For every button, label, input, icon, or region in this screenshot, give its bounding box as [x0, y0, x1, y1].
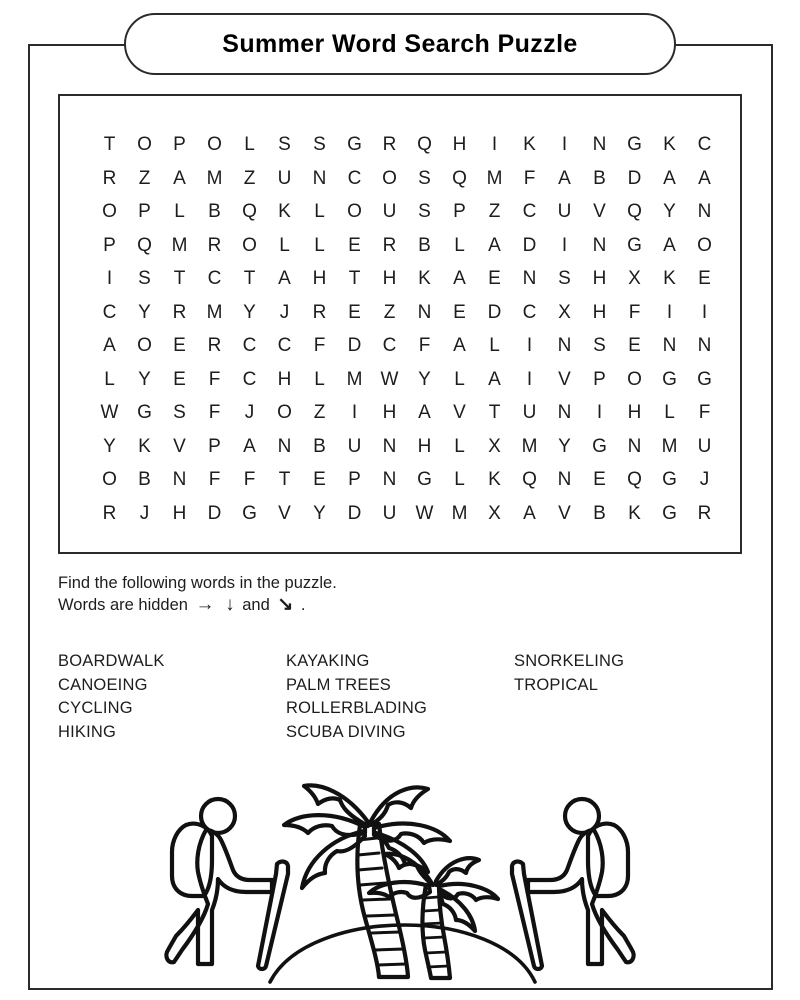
puzzle-letter-cell[interactable]: I	[526, 368, 533, 390]
puzzle-letter-cell[interactable]: K	[138, 435, 151, 457]
puzzle-letter-cell[interactable]: U	[522, 402, 537, 423]
puzzle-letter-cell[interactable]: Q	[627, 469, 642, 490]
puzzle-grid-row	[92, 363, 722, 397]
puzzle-letter-cell[interactable]: R	[172, 301, 187, 323]
puzzle-letter-cell[interactable]: O	[277, 402, 292, 423]
puzzle-letter-cell[interactable]: F	[628, 301, 641, 323]
puzzle-letter-cell[interactable]: K	[278, 201, 291, 222]
title-banner	[124, 13, 676, 75]
illustration-summer-scene	[160, 778, 640, 984]
puzzle-letter-cell[interactable]: S	[313, 134, 326, 155]
page-border-left	[28, 44, 30, 990]
puzzle-grid-row	[92, 329, 722, 363]
puzzle-letter-cell[interactable]: S	[418, 167, 431, 189]
puzzle-letter-cell[interactable]: A	[698, 167, 711, 189]
puzzle-letter-cell[interactable]: O	[102, 201, 117, 222]
puzzle-letter-cell[interactable]: D	[347, 502, 362, 524]
puzzle-letter-cell[interactable]: F	[208, 368, 221, 390]
puzzle-letter-cell[interactable]: H	[417, 435, 432, 457]
puzzle-letter-cell[interactable]: N	[557, 402, 572, 423]
puzzle-letter-cell[interactable]: G	[592, 435, 607, 457]
puzzle-letter-cell[interactable]: H	[627, 402, 642, 423]
puzzle-letter-cell[interactable]: L	[104, 368, 115, 390]
puzzle-grid-row	[92, 162, 722, 196]
puzzle-letter-cell[interactable]: N	[592, 234, 607, 256]
puzzle-letter-cell[interactable]: D	[487, 301, 502, 323]
puzzle-letter-cell[interactable]: Z	[243, 167, 256, 189]
puzzle-letter-cell[interactable]: Q	[452, 167, 467, 189]
word-list-item[interactable]: BOARDWALK	[58, 652, 165, 670]
illustration-svg	[160, 778, 640, 984]
puzzle-letter-cell[interactable]: U	[557, 201, 572, 222]
puzzle-letter-cell[interactable]: Z	[138, 167, 151, 189]
puzzle-letter-cell[interactable]: S	[593, 335, 606, 356]
puzzle-letter-cell[interactable]: X	[628, 268, 641, 289]
puzzle-letter-cell[interactable]: O	[207, 134, 222, 155]
puzzle-letter-cell[interactable]: G	[242, 502, 257, 524]
puzzle-letter-cell[interactable]: D	[207, 502, 222, 524]
puzzle-letter-cell[interactable]: E	[628, 335, 641, 356]
page-title: Summer Word Search Puzzle	[222, 29, 578, 58]
puzzle-letter-cell[interactable]: K	[663, 134, 676, 155]
puzzle-letter-cell[interactable]: B	[418, 234, 431, 256]
puzzle-letter-cell[interactable]: L	[454, 469, 465, 490]
puzzle-letter-cell[interactable]: T	[243, 268, 256, 289]
puzzle-letter-cell[interactable]: W	[415, 502, 434, 524]
puzzle-letter-cell[interactable]: S	[558, 268, 571, 289]
puzzle-letter-cell[interactable]: Z	[313, 402, 326, 423]
puzzle-letter-cell[interactable]: C	[697, 134, 712, 155]
puzzle-letter-cell[interactable]: G	[662, 469, 677, 490]
puzzle-letter-cell[interactable]: M	[346, 368, 363, 390]
puzzle-letter-cell[interactable]: S	[278, 134, 291, 155]
puzzle-letter-cell[interactable]: L	[244, 134, 255, 155]
puzzle-letter-cell[interactable]: E	[348, 234, 361, 256]
puzzle-letter-cell[interactable]: X	[488, 502, 501, 524]
word-list-item[interactable]: CANOEING	[58, 675, 148, 694]
puzzle-letter-cell[interactable]: R	[207, 234, 222, 256]
puzzle-letter-cell[interactable]: T	[103, 134, 116, 155]
puzzle-letter-cell[interactable]: P	[138, 201, 151, 222]
puzzle-letter-cell[interactable]: E	[593, 469, 606, 490]
puzzle-grid-row	[92, 262, 722, 296]
puzzle-letter-cell[interactable]: C	[382, 335, 397, 356]
puzzle-letter-cell[interactable]: C	[207, 268, 222, 289]
puzzle-letter-cell[interactable]: O	[697, 234, 712, 256]
puzzle-letter-cell[interactable]: R	[382, 134, 397, 155]
puzzle-letter-cell[interactable]: P	[453, 201, 466, 222]
puzzle-letter-cell[interactable]: I	[106, 268, 113, 289]
puzzle-grid-row	[92, 497, 722, 531]
puzzle-letter-cell[interactable]: B	[313, 435, 326, 457]
instructions-line-2-suffix: .	[300, 596, 306, 614]
puzzle-letter-cell[interactable]: H	[452, 134, 467, 155]
word-list-item[interactable]: KAYAKING	[286, 652, 370, 670]
puzzle-letter-cell[interactable]: N	[277, 435, 292, 457]
word-list-item[interactable]: PALM TREES	[286, 675, 392, 694]
puzzle-letter-cell[interactable]: V	[278, 502, 291, 524]
puzzle-letter-cell[interactable]: H	[277, 368, 292, 390]
puzzle-letter-cell[interactable]: B	[208, 201, 221, 222]
puzzle-letter-cell[interactable]: M	[521, 435, 538, 457]
puzzle-letter-cell[interactable]: L	[314, 201, 325, 222]
puzzle-letter-cell[interactable]: T	[278, 469, 291, 490]
puzzle-letter-cell[interactable]: R	[697, 502, 712, 524]
puzzle-letter-cell[interactable]: Y	[558, 435, 571, 457]
puzzle-letter-cell[interactable]: U	[382, 502, 397, 524]
puzzle-letter-cell[interactable]: W	[380, 368, 399, 390]
puzzle-letter-cell[interactable]: G	[627, 234, 642, 256]
puzzle-letter-cell[interactable]: X	[488, 435, 501, 457]
puzzle-letter-cell[interactable]: K	[523, 134, 536, 155]
puzzle-letter-cell[interactable]: C	[522, 201, 537, 222]
puzzle-letter-cell[interactable]: N	[382, 435, 397, 457]
page-border-bottom	[28, 988, 773, 990]
puzzle-letter-cell[interactable]: V	[453, 402, 466, 423]
puzzle-letter-cell[interactable]: F	[418, 335, 431, 356]
puzzle-letter-cell[interactable]: R	[382, 234, 397, 256]
puzzle-letter-cell[interactable]: U	[277, 167, 292, 189]
word-list-item[interactable]: SNORKELING	[514, 652, 625, 670]
puzzle-letter-cell[interactable]: P	[348, 469, 361, 490]
puzzle-letter-cell[interactable]: O	[347, 201, 362, 222]
puzzle-letter-cell[interactable]: A	[488, 368, 501, 390]
puzzle-letter-cell[interactable]: C	[277, 335, 292, 356]
puzzle-letter-cell[interactable]: J	[699, 469, 710, 490]
puzzle-letter-cell[interactable]: M	[171, 234, 188, 256]
puzzle-letter-cell[interactable]: U	[697, 435, 712, 457]
puzzle-letter-cell[interactable]: Q	[242, 201, 257, 222]
puzzle-letter-cell[interactable]: N	[662, 335, 677, 356]
puzzle-letter-cell[interactable]: G	[697, 368, 712, 390]
puzzle-letter-cell[interactable]: A	[453, 268, 466, 289]
page-border-top-right	[672, 44, 773, 46]
puzzle-letter-cell[interactable]: C	[102, 301, 117, 323]
puzzle-letter-cell[interactable]: A	[278, 268, 291, 289]
instructions-line-1: Find the following words in the puzzle.	[58, 574, 337, 592]
puzzle-letter-cell[interactable]: A	[558, 167, 571, 189]
puzzle-letter-cell[interactable]: G	[662, 368, 677, 390]
puzzle-letter-cell[interactable]: L	[454, 368, 465, 390]
puzzle-letter-cell[interactable]: H	[592, 268, 607, 289]
puzzle-letter-cell[interactable]: G	[417, 469, 432, 490]
puzzle-letter-cell[interactable]: N	[592, 134, 607, 155]
puzzle-letter-cell[interactable]: K	[628, 502, 641, 524]
word-list-item[interactable]: TROPICAL	[514, 675, 599, 694]
puzzle-letter-cell[interactable]: S	[418, 201, 431, 222]
puzzle-letter-cell[interactable]: V	[558, 368, 571, 390]
puzzle-letter-cell[interactable]: N	[557, 469, 572, 490]
puzzle-letter-cell[interactable]: C	[242, 335, 257, 356]
puzzle-grid-row	[92, 128, 722, 162]
puzzle-letter-cell[interactable]: Q	[627, 201, 642, 222]
puzzle-letter-cell[interactable]: H	[592, 301, 607, 323]
puzzle-letter-cell[interactable]: M	[486, 167, 503, 189]
word-list-item[interactable]: HIKING	[58, 722, 117, 741]
puzzle-letter-cell[interactable]: Q	[522, 469, 537, 490]
puzzle-letter-cell[interactable]: Q	[137, 234, 152, 256]
puzzle-letter-cell[interactable]: Y	[243, 301, 256, 323]
puzzle-letter-cell[interactable]: S	[173, 402, 186, 423]
puzzle-letter-cell[interactable]: O	[137, 335, 152, 356]
puzzle-letter-cell[interactable]: Y	[103, 435, 116, 457]
puzzle-letter-cell[interactable]: J	[279, 301, 290, 323]
puzzle-letter-cell[interactable]: Y	[138, 301, 151, 323]
puzzle-grid-row	[92, 430, 722, 464]
puzzle-letter-cell[interactable]: O	[627, 368, 642, 390]
puzzle-letter-cell[interactable]: B	[593, 502, 606, 524]
puzzle-letter-cell[interactable]: V	[173, 435, 186, 457]
puzzle-letter-cell[interactable]: R	[312, 301, 327, 323]
puzzle-letter-cell[interactable]: A	[663, 167, 676, 189]
puzzle-letter-cell[interactable]: T	[348, 268, 361, 289]
puzzle-letter-cell[interactable]: A	[663, 234, 676, 256]
puzzle-grid-row	[92, 229, 722, 263]
puzzle-letter-cell[interactable]: G	[347, 134, 362, 155]
hiker-left	[166, 799, 288, 969]
puzzle-letter-cell[interactable]: Y	[138, 368, 151, 390]
puzzle-letter-cell[interactable]: I	[561, 234, 568, 256]
word-list-item[interactable]: CYCLING	[58, 699, 133, 717]
puzzle-letter-cell[interactable]: G	[137, 402, 152, 423]
puzzle-letter-cell[interactable]: I	[701, 301, 708, 323]
puzzle-letter-cell[interactable]: Y	[663, 201, 676, 222]
puzzle-letter-cell[interactable]: N	[697, 201, 712, 222]
puzzle-letter-cell[interactable]: V	[593, 201, 606, 222]
puzzle-letter-cell[interactable]: F	[313, 335, 326, 356]
puzzle-letter-cell[interactable]: E	[453, 301, 466, 323]
puzzle-letter-cell[interactable]: H	[312, 268, 327, 289]
puzzle-letter-cell[interactable]: H	[382, 402, 397, 423]
puzzle-grid-row	[92, 195, 722, 229]
puzzle-letter-cell[interactable]: A	[488, 234, 501, 256]
puzzle-letter-cell[interactable]: J	[244, 402, 255, 423]
page-border-right	[771, 44, 773, 990]
puzzle-letter-cell[interactable]: Z	[488, 201, 501, 222]
puzzle-letter-cell[interactable]: I	[491, 134, 498, 155]
puzzle-letter-cell[interactable]: N	[417, 301, 432, 323]
instructions-line-2-prefix: Words are hidden	[58, 596, 188, 614]
puzzle-grid-row	[92, 463, 722, 497]
puzzle-letter-cell[interactable]: E	[348, 301, 361, 323]
puzzle-letter-cell[interactable]: F	[208, 402, 221, 423]
puzzle-letter-cell[interactable]: O	[382, 167, 397, 189]
puzzle-letter-cell[interactable]: R	[102, 502, 117, 524]
puzzle-letter-cell[interactable]: V	[558, 502, 571, 524]
puzzle-letter-cell[interactable]: N	[627, 435, 642, 457]
puzzle-letter-cell[interactable]: X	[558, 301, 571, 323]
puzzle-letter-cell[interactable]: M	[451, 502, 468, 524]
word-list	[58, 650, 718, 744]
puzzle-letter-cell[interactable]: L	[454, 435, 465, 457]
puzzle-letter-cell[interactable]: I	[351, 402, 358, 423]
puzzle-letter-cell[interactable]: A	[173, 167, 186, 189]
puzzle-letter-cell[interactable]: M	[206, 167, 223, 189]
puzzle-letter-cell[interactable]: I	[561, 134, 568, 155]
puzzle-letter-cell[interactable]: E	[173, 368, 186, 390]
puzzle-letter-cell[interactable]: A	[418, 402, 431, 423]
arrow-diagonal-down-right-icon: ↘	[277, 594, 294, 615]
instructions	[58, 572, 337, 616]
puzzle-letter-cell[interactable]: B	[593, 167, 606, 189]
instructions-line-2	[58, 594, 337, 616]
puzzle-grid-row	[92, 396, 722, 430]
puzzle-grid-box	[58, 94, 742, 554]
puzzle-letter-cell[interactable]: N	[522, 268, 537, 289]
puzzle-letter-cell[interactable]: D	[347, 335, 362, 356]
puzzle-letter-cell[interactable]: Z	[383, 301, 396, 323]
instructions-conjunction: and	[242, 596, 270, 614]
puzzle-letter-cell[interactable]: K	[488, 469, 501, 490]
puzzle-letter-cell[interactable]: O	[102, 469, 117, 490]
puzzle-letter-cell[interactable]: E	[698, 268, 711, 289]
puzzle-letter-grid	[92, 128, 722, 530]
puzzle-letter-cell[interactable]: A	[453, 335, 466, 356]
puzzle-letter-cell[interactable]: Y	[418, 368, 431, 390]
puzzle-letter-cell[interactable]: H	[382, 268, 397, 289]
puzzle-letter-cell[interactable]: F	[243, 469, 256, 490]
puzzle-letter-cell[interactable]: I	[666, 301, 673, 323]
puzzle-letter-cell[interactable]: T	[173, 268, 186, 289]
puzzle-letter-cell[interactable]: U	[382, 201, 397, 222]
puzzle-letter-cell[interactable]: W	[100, 402, 119, 423]
puzzle-letter-cell[interactable]: K	[663, 268, 676, 289]
word-list-column	[286, 650, 514, 744]
puzzle-letter-cell[interactable]: U	[347, 435, 362, 457]
puzzle-letter-cell[interactable]: P	[103, 234, 116, 256]
puzzle-letter-cell[interactable]: B	[138, 469, 151, 490]
puzzle-letter-cell[interactable]: E	[488, 268, 501, 289]
puzzle-letter-cell[interactable]: L	[314, 234, 325, 256]
puzzle-letter-cell[interactable]: G	[662, 502, 677, 524]
puzzle-letter-cell[interactable]: L	[314, 368, 325, 390]
puzzle-letter-cell[interactable]: E	[173, 335, 186, 356]
puzzle-letter-cell[interactable]: C	[242, 368, 257, 390]
puzzle-letter-cell[interactable]: P	[208, 435, 221, 457]
puzzle-letter-cell[interactable]: F	[523, 167, 536, 189]
puzzle-letter-cell[interactable]: C	[522, 301, 537, 323]
puzzle-letter-cell[interactable]: N	[697, 335, 712, 356]
puzzle-letter-cell[interactable]: L	[174, 201, 185, 222]
arrow-down-icon: ↓	[225, 594, 235, 615]
puzzle-letter-cell[interactable]: Q	[417, 134, 432, 155]
puzzle-letter-cell[interactable]: S	[138, 268, 151, 289]
word-list-item[interactable]: SCUBA DIVING	[286, 722, 406, 741]
arrow-right-icon: →	[195, 594, 215, 615]
puzzle-letter-cell[interactable]: P	[173, 134, 186, 155]
puzzle-letter-cell[interactable]: A	[103, 335, 116, 356]
puzzle-letter-cell[interactable]: E	[313, 469, 326, 490]
word-list-item[interactable]: ROLLERBLADING	[286, 699, 428, 717]
puzzle-letter-cell[interactable]: F	[208, 469, 221, 490]
puzzle-letter-cell[interactable]: A	[523, 502, 536, 524]
puzzle-letter-cell[interactable]: L	[489, 335, 500, 356]
word-list-column	[58, 650, 286, 744]
puzzle-letter-cell[interactable]: D	[522, 234, 537, 256]
puzzle-letter-cell[interactable]: I	[596, 402, 603, 423]
puzzle-letter-cell[interactable]: L	[454, 234, 465, 256]
puzzle-letter-cell[interactable]: D	[627, 167, 642, 189]
puzzle-letter-cell[interactable]: M	[206, 301, 223, 323]
puzzle-letter-cell[interactable]: L	[664, 402, 675, 423]
puzzle-letter-cell[interactable]: P	[593, 368, 606, 390]
puzzle-letter-cell[interactable]: G	[627, 134, 642, 155]
puzzle-letter-cell[interactable]: M	[661, 435, 678, 457]
puzzle-grid-row	[92, 296, 722, 330]
puzzle-letter-cell[interactable]: O	[242, 234, 257, 256]
puzzle-letter-cell[interactable]: F	[698, 402, 711, 423]
puzzle-letter-cell[interactable]: I	[526, 335, 533, 356]
puzzle-letter-cell[interactable]: N	[557, 335, 572, 356]
puzzle-letter-cell[interactable]: N	[172, 469, 187, 490]
puzzle-letter-cell[interactable]: N	[382, 469, 397, 490]
puzzle-letter-cell[interactable]: A	[243, 435, 256, 457]
puzzle-letter-cell[interactable]: R	[102, 167, 117, 189]
puzzle-letter-cell[interactable]: N	[312, 167, 327, 189]
puzzle-letter-cell[interactable]: L	[279, 234, 290, 256]
puzzle-letter-cell[interactable]: Y	[313, 502, 326, 524]
page-border-top-left	[28, 44, 128, 46]
puzzle-letter-cell[interactable]: J	[139, 502, 150, 524]
puzzle-letter-cell[interactable]: K	[418, 268, 431, 289]
word-list-column	[514, 650, 714, 744]
puzzle-letter-cell[interactable]: O	[137, 134, 152, 155]
puzzle-letter-cell[interactable]: T	[488, 402, 501, 423]
hiker-right	[512, 799, 634, 969]
puzzle-letter-cell[interactable]: R	[207, 335, 222, 356]
puzzle-letter-cell[interactable]: H	[172, 502, 187, 524]
puzzle-letter-cell[interactable]: C	[347, 167, 362, 189]
